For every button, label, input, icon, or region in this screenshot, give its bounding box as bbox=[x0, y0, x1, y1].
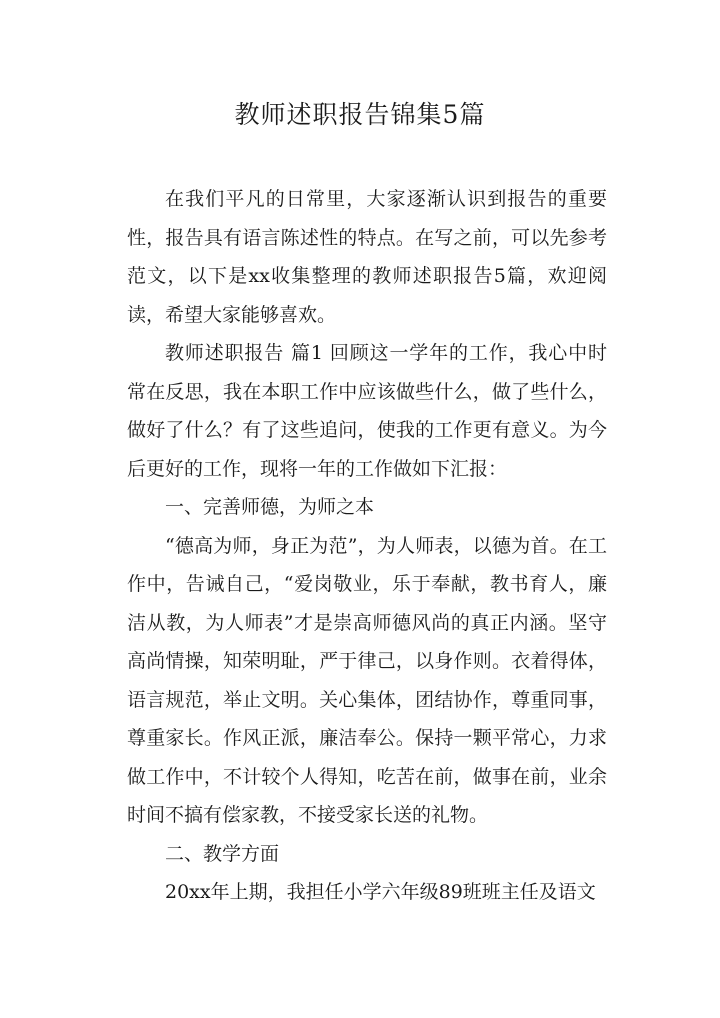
section-heading-ethics: 一、完善师德，为师之本 bbox=[165, 496, 375, 518]
document-title: 教师述职报告锦集5篇 bbox=[234, 100, 486, 129]
section-heading-teaching: 二、教学方面 bbox=[165, 842, 280, 865]
report-paragraph: 教师述职报告 篇1 回顾这一学年的工作，我心中时常在反思，我在本职工作中应该做些什么，做了些什么，做好了什么？有了这些追问，使我的工作更有意义。为今后更好的工作，现将一年的工作做如下汇报： bbox=[127, 342, 607, 480]
teaching-paragraph: 20xx年上期，我担任小学六年级89班班主任及语文 bbox=[165, 881, 596, 903]
ethics-paragraph: “德高为师，身正为范”，为人师表，以德为首。在工作中，告诫自己，“爱岗敬业，乐于奉献，教书育人，廉洁从教，为人师表”才是崇高师德风尚的真正内涵。坚守高尚情操，知荣明耻，严于律己，以身作则。衣着得体，语言规范，举止文明。关心集体，团结协作，尊重同事，尊重家长。作风正派，廉洁奉公。保持一颗平常心，力求做工作中，不计较个人得知，吃苦在前，做事在前，业余时间不搞有偿家教，不接受家长送的礼物。 bbox=[127, 534, 607, 826]
document-body bbox=[127, 180, 607, 912]
intro-paragraph: 在我们平凡的日常里，大家逐渐认识到报告的重要性，报告具有语言陈述性的特点。在写之前，可以先参考范文，以下是xx收集整理的教师述职报告5篇，欢迎阅读，希望大家能够喜欢。 bbox=[127, 188, 607, 326]
